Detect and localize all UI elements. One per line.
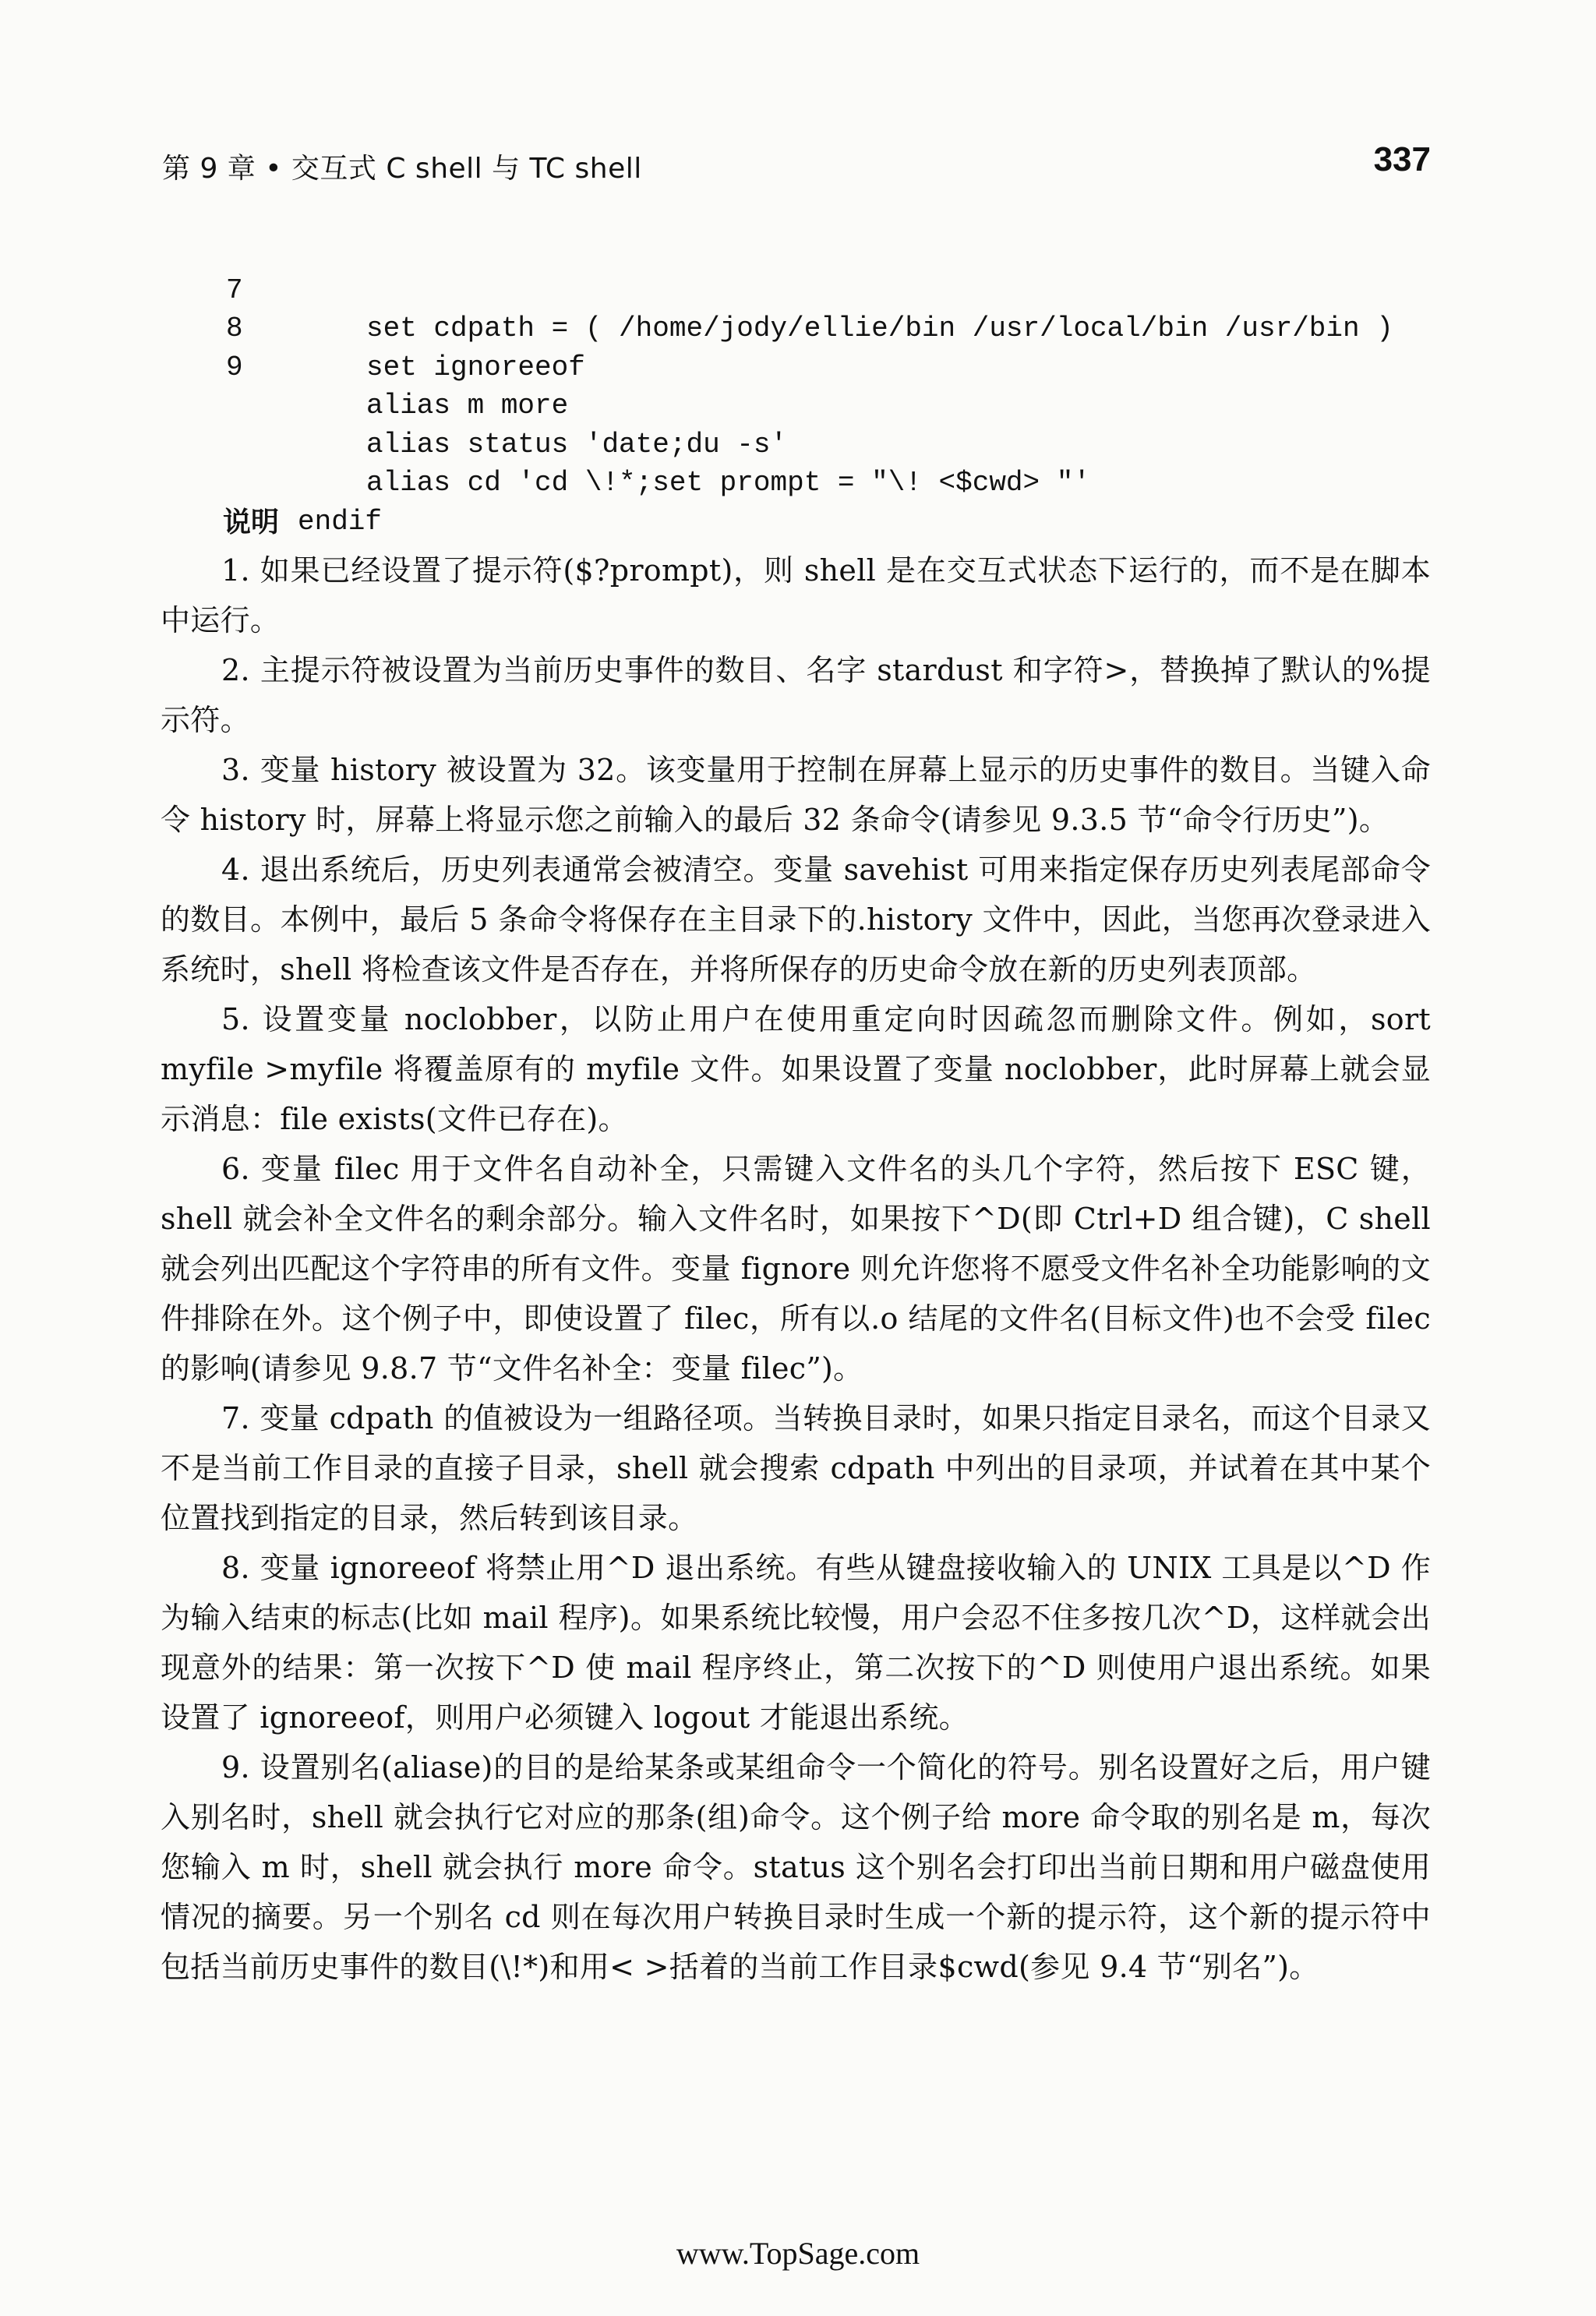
chapter-title: 第 9 章 • 交互式 C shell 与 TC shell (162, 153, 642, 185)
section-heading: 说明 (223, 507, 280, 538)
code-line-text: endif (298, 505, 383, 538)
running-header (162, 140, 1431, 187)
note-paragraph: 1. 如果已经设置了提示符($?prompt)，则 shell 是在交互式状态下运行的，而不是在脚本中运行。 (161, 553, 1431, 637)
note-paragraph: 9. 设置别名(aliase)的目的是给某条或某组命令一个简化的符号。别名设置好之后，用户键入别名时，shell 就会执行它对应的那条(组)命令。这个例子给 more 命令取的别名是 m，每次您输入 m 时，shell 就会执行 more 命令。status 这个别名会打印出当前日期和用户磁盘使用情况的摘要。另一个别名 cd 则在每次用户转换目录时生成一个新的提示符，这个新的提示符中包括当前历史事件的数目(\!*)和用< >括着的当前工作目录$cwd(参见 9.4 节“别名”)。 (161, 1750, 1431, 1984)
page-number: 337 (1373, 140, 1431, 178)
code-line-text: set ignoreeof (366, 351, 585, 383)
code-line-text: alias m more (366, 390, 569, 422)
code-line-number: 7 (226, 274, 243, 306)
code-line-number: 9 (226, 351, 243, 383)
note-paragraph: 7. 变量 cdpath 的值被设为一组路径项。当转换目录时，如果只指定目录名，而这个目录又不是当前工作目录的直接子目录，shell 就会搜索 cdpath 中列出的目录项，并试着在其中某个位置找到指定的目录，然后转到该目录。 (161, 1401, 1431, 1535)
note-paragraph: 2. 主提示符被设置为当前历史事件的数目、名字 stardust 和字符>，替换掉了默认的%提示符。 (161, 653, 1431, 737)
note-paragraph: 3. 变量 history 被设置为 32。该变量用于控制在屏幕上显示的历史事件的数目。当键入命令 history 时，屏幕上将显示您之前输入的最后 32 条命令(请参见 9.3.5 节“命令行历史”)。 (161, 753, 1431, 837)
code-line-text: set cdpath = ( /home/jody/ellie/bin /usr/local/bin /usr/bin ) (366, 312, 1393, 344)
footer-url: www.TopSage.com (676, 2236, 920, 2271)
code-line-number: 8 (226, 312, 243, 344)
code-line-text: alias status 'date;du -s' (366, 428, 788, 461)
note-paragraph: 5. 设置变量 noclobber，以防止用户在使用重定向时因疏忽而删除文件。例如，sort myfile >myfile 将覆盖原有的 myfile 文件。如果设置了变量 noclobber，此时屏幕上就会显示消息：file exists(文件已存在)。 (161, 1002, 1431, 1136)
note-paragraph: 8. 变量 ignoreeof 将禁止用^D 退出系统。有些从键盘接收输入的 UNIX 工具是以^D 作为输入结束的标志(比如 mail 程序)。如果系统比较慢，用户会忍不住多按几次^D，这样就会出现意外的结果：第一次按下^D 使 mail 程序终止，第二次按下的^D 则使用户退出系统。如果设置了 ignoreeof，则用户必须键入 logout 才能退出系统。 (161, 1551, 1431, 1735)
note-paragraph: 4. 退出系统后，历史列表通常会被清空。变量 savehist 可用来指定保存历史列表尾部命令的数目。本例中，最后 5 条命令将保存在主目录下的.history 文件中，因此，当您再次登录进入系统时，shell 将检查该文件是否存在，并将所保存的历史命令放在新的历史列表顶部。 (161, 853, 1431, 987)
code-line-text: alias cd 'cd \!*;set prompt = "\! <$cwd> "' (366, 467, 1090, 499)
code-line (226, 232, 1442, 344)
note-paragraph: 6. 变量 filec 用于文件名自动补全，只需键入文件名的头几个字符，然后按下 ESC 键，shell 就会补全文件名的剩余部分。输入文件名时，如果按下^D(即 Ctrl+D 组合键)，C shell 就会列出匹配这个字符串的所有文件。变量 fignore 则允许您将不愿受文件名补全功能影响的文件排除在外。这个例子中，即使设置了 filec，所有以.o 结尾的文件名(目标文件)也不会受 filec 的影响(请参见 9.8.7 节“文件名补全：变量 filec”)。 (161, 1152, 1431, 1386)
explanation-notes (161, 545, 1431, 1992)
